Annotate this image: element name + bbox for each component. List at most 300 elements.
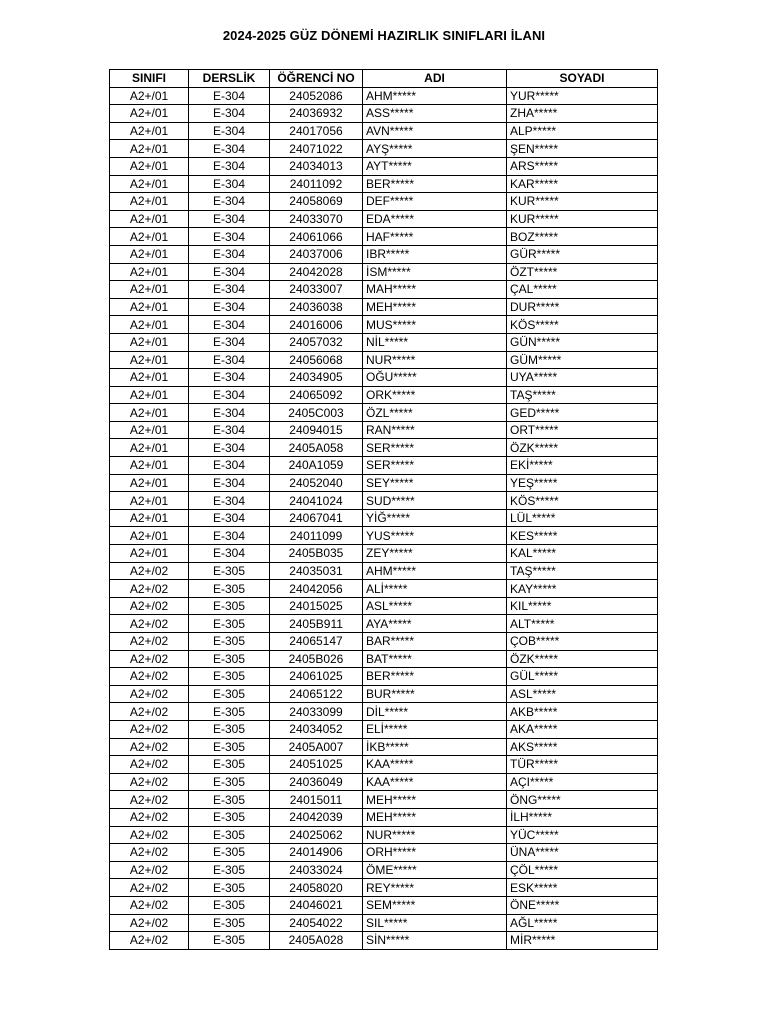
cell-name: DİL***** <box>363 703 507 721</box>
cell-name: SEY***** <box>363 474 507 492</box>
cell-class: A2+/02 <box>110 633 189 651</box>
class-list-table <box>109 69 658 950</box>
cell-class: A2+/01 <box>110 421 189 439</box>
cell-class: A2+/01 <box>110 175 189 193</box>
cell-name: AYŞ***** <box>363 140 507 158</box>
table-row <box>110 421 658 439</box>
cell-surname: TAŞ***** <box>507 562 658 580</box>
cell-surname: ÇOB***** <box>507 633 658 651</box>
cell-room: E-304 <box>189 386 270 404</box>
cell-room: E-305 <box>189 879 270 897</box>
cell-class: A2+/01 <box>110 527 189 545</box>
cell-surname: YÜC***** <box>507 826 658 844</box>
cell-room: E-305 <box>189 633 270 651</box>
table-row <box>110 756 658 774</box>
cell-name: SIL***** <box>363 914 507 932</box>
cell-room: E-305 <box>189 685 270 703</box>
table-row <box>110 369 658 387</box>
cell-name: ORK***** <box>363 386 507 404</box>
table-row <box>110 245 658 263</box>
cell-name: REY***** <box>363 879 507 897</box>
cell-surname: ÜNA***** <box>507 844 658 862</box>
cell-room: E-305 <box>189 580 270 598</box>
table-row <box>110 316 658 334</box>
cell-name: NUR***** <box>363 826 507 844</box>
table-row <box>110 826 658 844</box>
table-row <box>110 738 658 756</box>
cell-name: EDA***** <box>363 210 507 228</box>
cell-name: ZEY***** <box>363 545 507 563</box>
cell-name: AYT***** <box>363 157 507 175</box>
table-row <box>110 685 658 703</box>
cell-room: E-305 <box>189 703 270 721</box>
table-row <box>110 386 658 404</box>
cell-room: E-304 <box>189 421 270 439</box>
cell-room: E-304 <box>189 228 270 246</box>
cell-room: E-304 <box>189 140 270 158</box>
cell-name: SER***** <box>363 439 507 457</box>
cell-student-no: 24017056 <box>270 122 363 140</box>
cell-student-no: 24065092 <box>270 386 363 404</box>
cell-name: BER***** <box>363 175 507 193</box>
cell-room: E-304 <box>189 509 270 527</box>
table-row <box>110 228 658 246</box>
cell-room: E-305 <box>189 826 270 844</box>
cell-name: SER***** <box>363 457 507 475</box>
cell-surname: LÜL***** <box>507 509 658 527</box>
cell-room: E-305 <box>189 562 270 580</box>
cell-class: A2+/01 <box>110 404 189 422</box>
cell-student-no: 24065147 <box>270 633 363 651</box>
cell-name: ASS***** <box>363 105 507 123</box>
table-row <box>110 914 658 932</box>
cell-surname: KAR***** <box>507 175 658 193</box>
table-row <box>110 122 658 140</box>
cell-student-no: 24034052 <box>270 720 363 738</box>
cell-class: A2+/02 <box>110 756 189 774</box>
cell-class: A2+/02 <box>110 844 189 862</box>
cell-student-no: 24052040 <box>270 474 363 492</box>
cell-class: A2+/01 <box>110 87 189 105</box>
cell-room: E-304 <box>189 157 270 175</box>
cell-class: A2+/01 <box>110 210 189 228</box>
column-header-surname: SOYADI <box>507 70 658 88</box>
cell-room: E-304 <box>189 210 270 228</box>
table-row <box>110 263 658 281</box>
cell-room: E-305 <box>189 914 270 932</box>
cell-surname: GED***** <box>507 404 658 422</box>
table-row <box>110 105 658 123</box>
cell-student-no: 2405C003 <box>270 404 363 422</box>
cell-class: A2+/02 <box>110 615 189 633</box>
cell-surname: ÖZK***** <box>507 650 658 668</box>
cell-class: A2+/01 <box>110 351 189 369</box>
cell-surname: ÇAL***** <box>507 281 658 299</box>
cell-surname: DUR***** <box>507 298 658 316</box>
table-row <box>110 281 658 299</box>
table-row <box>110 157 658 175</box>
cell-student-no: 240A1059 <box>270 457 363 475</box>
cell-room: E-304 <box>189 281 270 299</box>
cell-surname: KAY***** <box>507 580 658 598</box>
cell-name: BER***** <box>363 668 507 686</box>
column-header-class: SINIFI <box>110 70 189 88</box>
cell-room: E-304 <box>189 87 270 105</box>
cell-room: E-305 <box>189 861 270 879</box>
cell-surname: ORT***** <box>507 421 658 439</box>
cell-student-no: 24061066 <box>270 228 363 246</box>
cell-surname: İLH***** <box>507 808 658 826</box>
cell-class: A2+/01 <box>110 509 189 527</box>
cell-name: NUR***** <box>363 351 507 369</box>
cell-room: E-304 <box>189 527 270 545</box>
cell-name: ORH***** <box>363 844 507 862</box>
cell-student-no: 24025062 <box>270 826 363 844</box>
cell-class: A2+/02 <box>110 597 189 615</box>
cell-student-no: 24034013 <box>270 157 363 175</box>
cell-room: E-304 <box>189 351 270 369</box>
cell-name: NİL***** <box>363 333 507 351</box>
table-row <box>110 492 658 510</box>
table-row <box>110 650 658 668</box>
table-row <box>110 668 658 686</box>
cell-surname: ÇÖL***** <box>507 861 658 879</box>
table-row <box>110 474 658 492</box>
cell-class: A2+/02 <box>110 879 189 897</box>
cell-room: E-304 <box>189 298 270 316</box>
cell-student-no: 24011092 <box>270 175 363 193</box>
cell-student-no: 24033099 <box>270 703 363 721</box>
cell-name: ELİ***** <box>363 720 507 738</box>
cell-class: A2+/01 <box>110 157 189 175</box>
cell-name: SEM***** <box>363 896 507 914</box>
cell-surname: ÖZK***** <box>507 439 658 457</box>
cell-class: A2+/01 <box>110 369 189 387</box>
cell-student-no: 2405B911 <box>270 615 363 633</box>
table-row <box>110 87 658 105</box>
cell-class: A2+/01 <box>110 281 189 299</box>
cell-surname: UYA***** <box>507 369 658 387</box>
cell-surname: KAL***** <box>507 545 658 563</box>
table-row <box>110 439 658 457</box>
cell-class: A2+/02 <box>110 703 189 721</box>
cell-surname: ALP***** <box>507 122 658 140</box>
cell-surname: TÜR***** <box>507 756 658 774</box>
cell-student-no: 2405A058 <box>270 439 363 457</box>
cell-name: İKB***** <box>363 738 507 756</box>
table-row <box>110 597 658 615</box>
cell-class: A2+/01 <box>110 386 189 404</box>
cell-name: AHM***** <box>363 562 507 580</box>
cell-surname: KES***** <box>507 527 658 545</box>
table-row <box>110 879 658 897</box>
cell-class: A2+/02 <box>110 650 189 668</box>
cell-class: A2+/01 <box>110 457 189 475</box>
cell-surname: TAŞ***** <box>507 386 658 404</box>
cell-surname: GÜR***** <box>507 245 658 263</box>
cell-room: E-305 <box>189 756 270 774</box>
cell-surname: EKİ***** <box>507 457 658 475</box>
cell-class: A2+/02 <box>110 808 189 826</box>
cell-class: A2+/02 <box>110 562 189 580</box>
cell-surname: GÜM***** <box>507 351 658 369</box>
cell-student-no: 24054022 <box>270 914 363 932</box>
cell-student-no: 24058020 <box>270 879 363 897</box>
cell-surname: BOZ***** <box>507 228 658 246</box>
cell-name: ÖME***** <box>363 861 507 879</box>
cell-surname: MİR***** <box>507 932 658 950</box>
cell-student-no: 24042039 <box>270 808 363 826</box>
cell-room: E-304 <box>189 333 270 351</box>
cell-student-no: 24014906 <box>270 844 363 862</box>
cell-class: A2+/01 <box>110 140 189 158</box>
cell-room: E-305 <box>189 808 270 826</box>
cell-student-no: 24011099 <box>270 527 363 545</box>
cell-surname: ALT***** <box>507 615 658 633</box>
cell-name: ASL***** <box>363 597 507 615</box>
cell-name: YİĞ***** <box>363 509 507 527</box>
table-row <box>110 175 658 193</box>
cell-student-no: 24036049 <box>270 773 363 791</box>
cell-student-no: 24033070 <box>270 210 363 228</box>
cell-class: A2+/02 <box>110 791 189 809</box>
cell-surname: AÇI***** <box>507 773 658 791</box>
cell-room: E-304 <box>189 545 270 563</box>
cell-name: BAR***** <box>363 633 507 651</box>
cell-surname: GÜN***** <box>507 333 658 351</box>
cell-student-no: 24071022 <box>270 140 363 158</box>
cell-name: KAA***** <box>363 773 507 791</box>
table-row <box>110 932 658 950</box>
cell-name: MEH***** <box>363 791 507 809</box>
cell-name: MAH***** <box>363 281 507 299</box>
column-header-student-no: ÖĞRENCİ NO <box>270 70 363 88</box>
cell-room: E-305 <box>189 650 270 668</box>
cell-student-no: 24037006 <box>270 245 363 263</box>
table-row <box>110 580 658 598</box>
cell-name: YUS***** <box>363 527 507 545</box>
cell-student-no: 24033024 <box>270 861 363 879</box>
cell-name: MEH***** <box>363 808 507 826</box>
table-row <box>110 509 658 527</box>
cell-class: A2+/02 <box>110 914 189 932</box>
cell-class: A2+/01 <box>110 263 189 281</box>
cell-student-no: 24094015 <box>270 421 363 439</box>
cell-class: A2+/01 <box>110 122 189 140</box>
cell-surname: GÜL***** <box>507 668 658 686</box>
table-row <box>110 896 658 914</box>
table-row <box>110 562 658 580</box>
cell-student-no: 24015011 <box>270 791 363 809</box>
cell-student-no: 2405B035 <box>270 545 363 563</box>
table-header-row <box>110 70 658 88</box>
cell-name: AYA***** <box>363 615 507 633</box>
cell-class: A2+/02 <box>110 685 189 703</box>
table-row <box>110 791 658 809</box>
cell-class: A2+/01 <box>110 474 189 492</box>
cell-surname: AĞL***** <box>507 914 658 932</box>
cell-student-no: 2405B026 <box>270 650 363 668</box>
cell-student-no: 24052086 <box>270 87 363 105</box>
cell-name: RAN***** <box>363 421 507 439</box>
table-row <box>110 720 658 738</box>
cell-surname: YEŞ***** <box>507 474 658 492</box>
table-row <box>110 861 658 879</box>
cell-room: E-304 <box>189 404 270 422</box>
cell-class: A2+/01 <box>110 228 189 246</box>
cell-room: E-304 <box>189 193 270 211</box>
cell-class: A2+/01 <box>110 193 189 211</box>
cell-surname: KIL***** <box>507 597 658 615</box>
table-row <box>110 615 658 633</box>
table-row <box>110 703 658 721</box>
cell-student-no: 24067041 <box>270 509 363 527</box>
column-header-name: ADI <box>363 70 507 88</box>
cell-room: E-305 <box>189 773 270 791</box>
cell-student-no: 2405A007 <box>270 738 363 756</box>
cell-class: A2+/02 <box>110 896 189 914</box>
table-row <box>110 333 658 351</box>
cell-surname: YUR***** <box>507 87 658 105</box>
page-title: 2024-2025 GÜZ DÖNEMİ HAZIRLIK SINIFLARI İLANI <box>222 28 546 43</box>
cell-room: E-304 <box>189 457 270 475</box>
cell-room: E-304 <box>189 263 270 281</box>
cell-name: SUD***** <box>363 492 507 510</box>
cell-room: E-304 <box>189 245 270 263</box>
cell-student-no: 24036038 <box>270 298 363 316</box>
cell-student-no: 24036932 <box>270 105 363 123</box>
cell-class: A2+/02 <box>110 738 189 756</box>
cell-surname: ÖNE***** <box>507 896 658 914</box>
cell-class: A2+/01 <box>110 298 189 316</box>
cell-class: A2+/01 <box>110 492 189 510</box>
cell-student-no: 24041024 <box>270 492 363 510</box>
cell-name: BUR***** <box>363 685 507 703</box>
cell-name: HAF***** <box>363 228 507 246</box>
cell-room: E-304 <box>189 316 270 334</box>
cell-surname: ARS***** <box>507 157 658 175</box>
column-header-room: DERSLİK <box>189 70 270 88</box>
cell-student-no: 24061025 <box>270 668 363 686</box>
cell-name: MEH***** <box>363 298 507 316</box>
table-row <box>110 808 658 826</box>
cell-class: A2+/02 <box>110 826 189 844</box>
cell-name: AHM***** <box>363 87 507 105</box>
cell-student-no: 24016006 <box>270 316 363 334</box>
cell-student-no: 24058069 <box>270 193 363 211</box>
cell-room: E-305 <box>189 615 270 633</box>
table-row <box>110 193 658 211</box>
cell-room: E-304 <box>189 122 270 140</box>
cell-class: A2+/01 <box>110 333 189 351</box>
cell-class: A2+/02 <box>110 861 189 879</box>
cell-class: A2+/01 <box>110 105 189 123</box>
cell-surname: KÖS***** <box>507 492 658 510</box>
cell-student-no: 24056068 <box>270 351 363 369</box>
cell-surname: AKS***** <box>507 738 658 756</box>
cell-room: E-304 <box>189 369 270 387</box>
cell-student-no: 24051025 <box>270 756 363 774</box>
cell-student-no: 24042028 <box>270 263 363 281</box>
cell-surname: ÖNG***** <box>507 791 658 809</box>
cell-student-no: 24015025 <box>270 597 363 615</box>
cell-student-no: 24034905 <box>270 369 363 387</box>
cell-room: E-305 <box>189 597 270 615</box>
cell-name: SİN***** <box>363 932 507 950</box>
table-row <box>110 210 658 228</box>
table-row <box>110 633 658 651</box>
table-row <box>110 545 658 563</box>
cell-surname: AKB***** <box>507 703 658 721</box>
cell-name: AVN***** <box>363 122 507 140</box>
cell-class: A2+/01 <box>110 545 189 563</box>
cell-student-no: 24046021 <box>270 896 363 914</box>
cell-class: A2+/02 <box>110 668 189 686</box>
cell-room: E-304 <box>189 175 270 193</box>
cell-surname: ESK***** <box>507 879 658 897</box>
cell-name: IBR***** <box>363 245 507 263</box>
cell-name: OĞU***** <box>363 369 507 387</box>
cell-name: DEF***** <box>363 193 507 211</box>
cell-name: ALİ***** <box>363 580 507 598</box>
table-row <box>110 844 658 862</box>
cell-surname: ASL***** <box>507 685 658 703</box>
cell-room: E-305 <box>189 896 270 914</box>
table-row <box>110 457 658 475</box>
cell-name: BAT***** <box>363 650 507 668</box>
cell-name: İSM***** <box>363 263 507 281</box>
cell-room: E-305 <box>189 668 270 686</box>
table-row <box>110 351 658 369</box>
cell-student-no: 2405A028 <box>270 932 363 950</box>
cell-student-no: 24035031 <box>270 562 363 580</box>
cell-class: A2+/02 <box>110 720 189 738</box>
table-row <box>110 140 658 158</box>
cell-room: E-304 <box>189 474 270 492</box>
cell-class: A2+/02 <box>110 580 189 598</box>
cell-class: A2+/02 <box>110 932 189 950</box>
cell-name: ÖZL***** <box>363 404 507 422</box>
cell-name: MUS***** <box>363 316 507 334</box>
cell-surname: KUR***** <box>507 193 658 211</box>
cell-student-no: 24057032 <box>270 333 363 351</box>
cell-surname: ÖZT***** <box>507 263 658 281</box>
cell-surname: ZHA***** <box>507 105 658 123</box>
cell-room: E-305 <box>189 932 270 950</box>
cell-student-no: 24042056 <box>270 580 363 598</box>
cell-name: KAA***** <box>363 756 507 774</box>
cell-room: E-305 <box>189 738 270 756</box>
cell-room: E-304 <box>189 105 270 123</box>
table-body <box>110 87 658 949</box>
table-row <box>110 773 658 791</box>
cell-room: E-305 <box>189 791 270 809</box>
cell-student-no: 24033007 <box>270 281 363 299</box>
table-row <box>110 298 658 316</box>
table-row <box>110 404 658 422</box>
cell-room: E-305 <box>189 720 270 738</box>
cell-surname: ŞEN***** <box>507 140 658 158</box>
cell-class: A2+/01 <box>110 316 189 334</box>
cell-class: A2+/01 <box>110 245 189 263</box>
cell-surname: KÖS***** <box>507 316 658 334</box>
cell-room: E-305 <box>189 844 270 862</box>
cell-surname: KUR***** <box>507 210 658 228</box>
cell-surname: AKA***** <box>507 720 658 738</box>
cell-student-no: 24065122 <box>270 685 363 703</box>
cell-room: E-304 <box>189 492 270 510</box>
cell-class: A2+/02 <box>110 773 189 791</box>
